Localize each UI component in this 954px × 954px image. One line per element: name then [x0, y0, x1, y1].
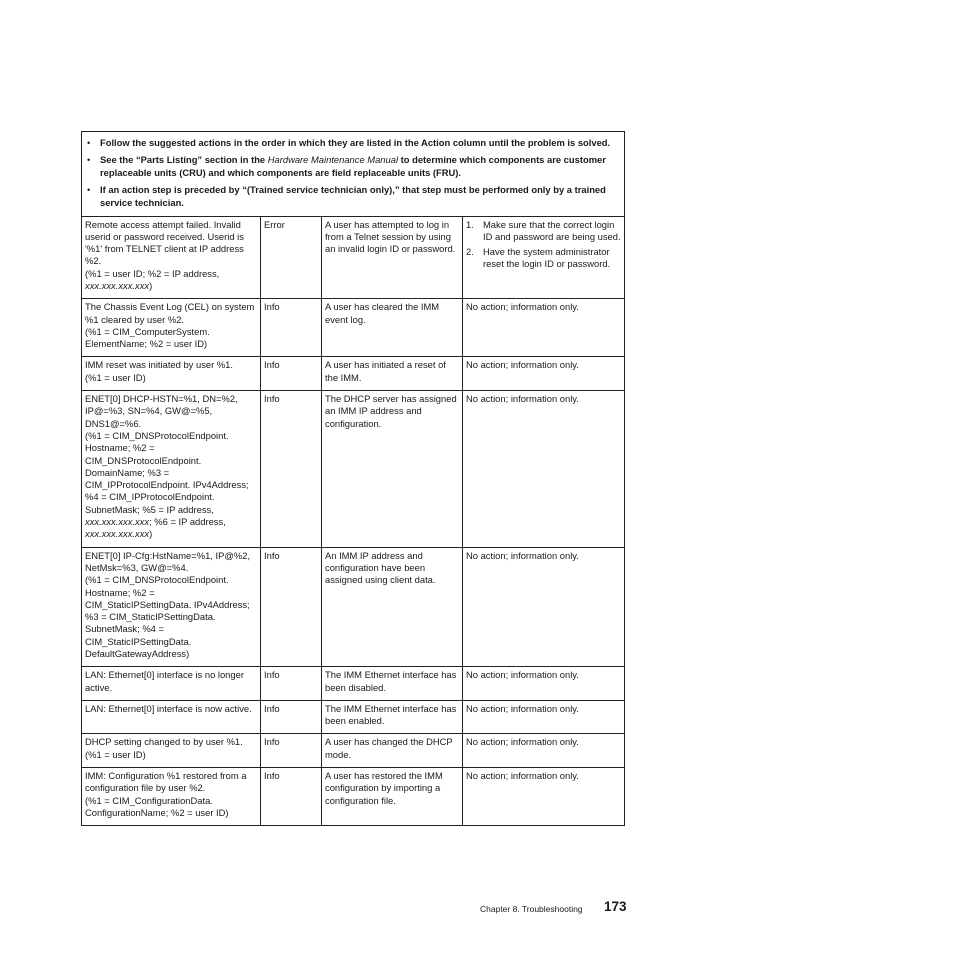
- note-item: [85, 153, 621, 180]
- message-cell: [82, 547, 261, 667]
- message-text: ): [149, 528, 153, 540]
- message-text: ): [149, 279, 153, 291]
- note-text: See the “Parts Listing” section in the: [100, 153, 268, 165]
- description-cell: A user has restored the IMM configuration by importing a configuration file.: [322, 768, 463, 826]
- table-row: [82, 547, 625, 667]
- message-text: IMM: Configuration %1 restored from a configuration file by user %2.: [85, 770, 247, 794]
- manual-title-text: Hardware Maintenance Manual: [267, 153, 399, 165]
- message-text: LAN: Ethernet[0] interface is now active.: [85, 702, 252, 714]
- ip-placeholder: xxx.xxx.xxx.xxx: [85, 528, 150, 540]
- table-row: [82, 299, 625, 357]
- action-step: [466, 246, 621, 271]
- message-line: [85, 703, 257, 715]
- note-text: If an action step is preceded by “(Trained service technician only),” that step must be performed only by a trained service technician.: [100, 183, 606, 208]
- table-row: [82, 357, 625, 391]
- message-text: The Chassis Event Log (CEL) on system %1 cleared by user %2.: [85, 301, 255, 325]
- table-row: [82, 667, 625, 701]
- message-line: [85, 219, 257, 268]
- footer-chapter-label: Chapter 8. Troubleshooting: [480, 904, 583, 914]
- message-line: [85, 550, 257, 575]
- description-cell: A user has cleared the IMM event log.: [322, 299, 463, 357]
- step-text: Make sure that the correct login ID and password are being used.: [483, 218, 621, 242]
- message-text: ENET[0] IP-Cfg:HstName=%1, IP@%2, NetMsk=%3, GW@=%4.: [85, 549, 251, 573]
- action-steps-list: [466, 219, 621, 271]
- note-text: Follow the suggested actions in the order in which they are listed in the Action column until the problem is solved.: [100, 137, 611, 148]
- note-item: [85, 136, 621, 150]
- message-text: (%1 = user ID; %2 = IP address,: [85, 267, 220, 279]
- table-row: [82, 391, 625, 548]
- notes-list: [85, 136, 621, 210]
- message-line: [85, 326, 257, 351]
- message-text: DHCP setting changed to by user %1.: [85, 736, 243, 748]
- action-cell: No action; information only.: [463, 357, 625, 391]
- message-line: [85, 430, 257, 541]
- page-number: 173: [604, 899, 627, 914]
- message-line: [85, 372, 257, 384]
- message-cell: [82, 391, 261, 548]
- severity-cell: Info: [261, 667, 322, 701]
- action-step: [466, 219, 621, 244]
- severity-cell: Info: [261, 768, 322, 826]
- step-number: 1.: [466, 218, 474, 230]
- message-line: [85, 268, 257, 293]
- action-cell: No action; information only.: [463, 391, 625, 548]
- ip-placeholder: xxx.xxx.xxx.xxx: [85, 516, 150, 528]
- message-line: [85, 749, 257, 761]
- action-cell: No action; information only.: [463, 768, 625, 826]
- step-text: Have the system administrator reset the login ID or password.: [483, 246, 611, 270]
- message-line: [85, 393, 257, 430]
- description-cell: The IMM Ethernet interface has been enabled.: [322, 700, 463, 734]
- table-body: [82, 132, 625, 826]
- table-row: [82, 216, 625, 299]
- message-text: ; %6 = IP address,: [149, 516, 226, 528]
- description-cell: A user has attempted to log in from a Telnet session by using an invalid login ID or password.: [322, 216, 463, 299]
- note-item: [85, 183, 621, 210]
- note-text: to determine which components are customer replaceable units (CRU) and which components are field replaceable units (FRU).: [100, 153, 606, 178]
- severity-cell: Info: [261, 299, 322, 357]
- action-cell: No action; information only.: [463, 667, 625, 701]
- message-text: Remote access attempt failed. Invalid userid or password received. Userid is '%1' from TELNET client at IP address %2.: [85, 218, 244, 267]
- message-line: [85, 669, 257, 694]
- notes-cell: [82, 132, 625, 217]
- table-row: [82, 734, 625, 768]
- message-cell: [82, 700, 261, 734]
- severity-cell: Info: [261, 700, 322, 734]
- message-text: IMM reset was initiated by user %1.: [85, 359, 233, 371]
- message-line: [85, 574, 257, 660]
- action-cell: No action; information only.: [463, 547, 625, 667]
- event-log-table: [81, 131, 625, 826]
- message-line: [85, 736, 257, 748]
- message-text: (%1 = user ID): [85, 371, 146, 383]
- notes-row: [82, 132, 625, 217]
- message-text: LAN: Ethernet[0] interface is no longer active.: [85, 669, 244, 693]
- message-cell: [82, 216, 261, 299]
- step-number: 2.: [466, 246, 474, 258]
- action-cell: No action; information only.: [463, 700, 625, 734]
- table-row: [82, 768, 625, 826]
- severity-cell: Info: [261, 734, 322, 768]
- description-cell: A user has changed the DHCP mode.: [322, 734, 463, 768]
- message-text: (%1 = CIM_DNSProtocolEndpoint. Hostname; %2 = CIM_StaticIPSettingData. IPv4Address; %3 = CIM_StaticIPSettingData. SubnetMask; %4 = CIM_StaticIPSettingData. DefaultGatewayAddress): [85, 574, 250, 659]
- action-cell: No action; information only.: [463, 734, 625, 768]
- severity-cell: Error: [261, 216, 322, 299]
- message-line: [85, 770, 257, 795]
- message-text: (%1 = user ID): [85, 748, 146, 760]
- description-cell: A user has initiated a reset of the IMM.: [322, 357, 463, 391]
- message-text: (%1 = CIM_ConfigurationData. ConfigurationName; %2 = user ID): [85, 794, 229, 818]
- severity-cell: Info: [261, 357, 322, 391]
- message-line: [85, 795, 257, 820]
- message-cell: [82, 357, 261, 391]
- message-text: (%1 = CIM_DNSProtocolEndpoint. Hostname; %2 = CIM_DNSProtocolEndpoint. DomainName; %3 = CIM_IPProtocolEndpoint. IPv4Address; %4 = CIM_IPProtocolEndpoint. SubnetMask; %5 = IP address,: [85, 429, 249, 515]
- message-cell: [82, 768, 261, 826]
- description-cell: An IMM IP address and configuration have been assigned using client data.: [322, 547, 463, 667]
- description-cell: The DHCP server has assigned an IMM IP address and configuration.: [322, 391, 463, 548]
- table-row: [82, 700, 625, 734]
- severity-cell: Info: [261, 391, 322, 548]
- message-cell: [82, 667, 261, 701]
- action-cell: No action; information only.: [463, 299, 625, 357]
- message-cell: [82, 734, 261, 768]
- message-line: [85, 359, 257, 371]
- action-cell: [463, 216, 625, 299]
- description-cell: The IMM Ethernet interface has been disabled.: [322, 667, 463, 701]
- message-text: (%1 = CIM_ComputerSystem. ElementName; %2 = user ID): [85, 325, 210, 350]
- ip-placeholder: xxx.xxx.xxx.xxx: [85, 279, 150, 291]
- message-line: [85, 301, 257, 326]
- severity-cell: Info: [261, 547, 322, 667]
- message-text: ENET[0] DHCP-HSTN=%1, DN=%2, IP@=%3, SN=%4, GW@=%5, DNS1@=%6.: [85, 393, 238, 429]
- message-cell: [82, 299, 261, 357]
